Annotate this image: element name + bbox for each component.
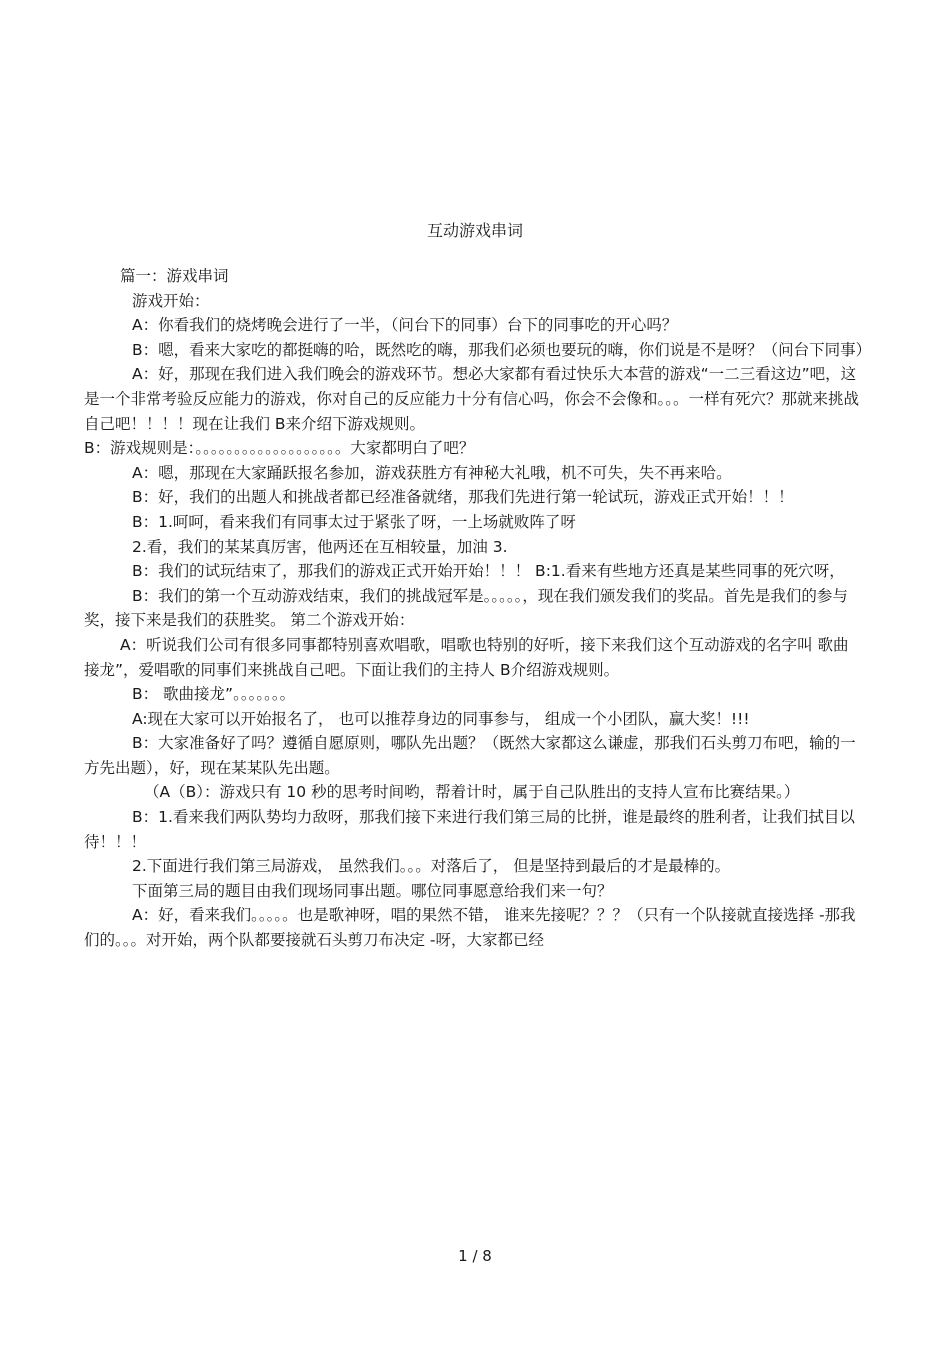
paragraph: A：好，看来我们。。。。。也是歌神呀，唱的果然不错， 谁来先接呢？？？（只有一个队接就直接选择 -那我们的。。。对开始，两个队都要接就石头剪刀布决定 -呀，大家都已经 (84, 906, 856, 950)
paragraph: 下面第三局的题目由我们现场同事出题。哪位同事愿意给我们来一句？ (132, 881, 613, 900)
paragraph: B：嗯，看来大家吃的都挺嗨的哈，既然吃的嗨，那我们必须也要玩的嗨，你们说是不是呀？（问台下同事） (132, 340, 872, 359)
document-body (84, 264, 872, 953)
paragraph: B：1.看来我们两队势均力敌呀，那我们接下来进行我们第三局的比拼，谁是最终的胜利者，让我们拭目以待！！！ (84, 808, 855, 851)
paragraph: A：听说我们公司有很多同事都特别喜欢唱歌，唱歌也特别的好听，接下来我们这个互动游戏的名字叫 歌曲接龙”，爱唱歌的同事们来挑战自己吧。下面让我们的主持人 B介绍游戏规则。 (84, 635, 849, 679)
paragraph: B：我们的第一个互动游戏结束，我们的挑战冠军是。。。。。，现在我们颁发我们的奖品。首先是我们的参与奖，接下来是我们的获胜奖。 第二个游戏开始： (84, 586, 848, 630)
paragraph: B：1.呵呵，看来我们有同事太过于紧张了呀，一上场就败阵了呀 (132, 512, 576, 531)
paragraph: B：游戏规则是：。。。。。。。。。。。。。。。。。。。大家都明白了吧？ (84, 439, 475, 458)
paragraph: A：嗯，那现在大家踊跃报名参加，游戏获胜方有神秘大礼哦，机不可失，失不再来哈。 (132, 463, 732, 482)
paragraph: 2.看，我们的某某真厉害，他两还在互相较量，加油 3. (132, 537, 508, 556)
paragraph: B：大家准备好了吗？遵循自愿原则，哪队先出题？（既然大家都这么谦虚，那我们石头剪刀布吧，输的一方先出题），好，现在某某队先出题。 (84, 734, 856, 777)
paragraph: B：好，我们的出题人和挑战者都已经准备就绪，那我们先进行第一轮试玩，游戏正式开始！！！ (132, 488, 794, 507)
paragraph: 2.下面进行我们第三局游戏， 虽然我们。。。对落后了， 但是坚持到最后的才是最棒的。 (132, 857, 731, 876)
paragraph: （A（B）：游戏只有 10 秒的思考时间哟，帮着计时，属于自己队胜出的支持人宣布比赛结果。） (144, 783, 800, 802)
paragraph: B：我们的试玩结束了，那我们的游戏正式开始开始！！！ B:1.看来有些地方还真是某些同事的死穴呀， (132, 562, 845, 581)
paragraph: A:现在大家可以开始报名了， 也可以推荐身边的同事参与， 组成一个小团队，赢大奖！!!! (132, 709, 750, 728)
paragraph: B： 歌曲接龙”。。。。。。。 (132, 685, 296, 704)
paragraph: A：好，那现在我们进入我们晚会的游戏环节。想必大家都有看过快乐大本营的游戏“一二三看这边”吧，这是一个非常考验反应能力的游戏，你对自己的反应能力十分有信心吗，你会不会像和。。。一样有死穴？那就来挑战自己吧！！！！现在让我们 B来介绍下游戏规则。 (84, 365, 860, 433)
page-number: 1 / 8 (458, 1247, 492, 1265)
paragraph: A：你看我们的烧烤晚会进行了一半，（问台下的同事）台下的同事吃的开心吗？ (132, 316, 678, 335)
paragraph: 游戏开始： (132, 291, 210, 310)
paragraph: 篇一：游戏串词 (120, 267, 229, 285)
document-title: 互动游戏串词 (426, 221, 523, 240)
